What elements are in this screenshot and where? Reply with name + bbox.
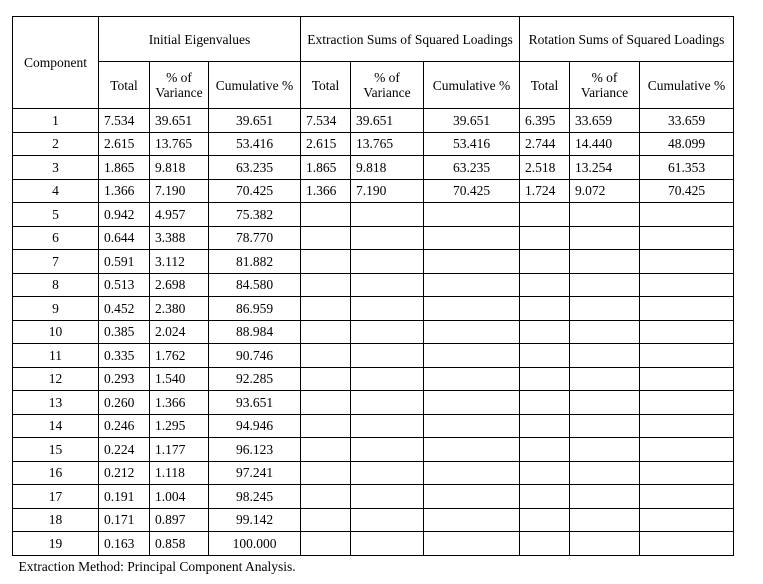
cell-initial-cumulative: 94.946 [209,414,301,438]
cell-initial-variance: 2.024 [150,320,209,344]
cell-rotation-variance [570,367,640,391]
cell-extraction-variance [351,320,424,344]
cell-initial-total: 0.163 [99,532,150,556]
cell-initial-cumulative: 98.245 [209,485,301,509]
cell-extraction-variance [351,344,424,368]
cell-initial-total: 0.644 [99,226,150,250]
cell-extraction-cumulative [424,226,520,250]
cell-rotation-total [520,320,570,344]
sub-header-total: Total [301,62,351,109]
cell-rotation-total: 2.518 [520,156,570,180]
cell-rotation-cumulative [640,226,734,250]
cell-extraction-cumulative [424,273,520,297]
cell-extraction-total [301,485,351,509]
cell-extraction-cumulative [424,508,520,532]
cell-extraction-cumulative [424,250,520,274]
cell-initial-total: 0.212 [99,461,150,485]
cell-component: 13 [13,391,99,415]
cell-initial-variance: 3.388 [150,226,209,250]
cell-extraction-variance: 39.651 [351,109,424,133]
cell-rotation-cumulative [640,414,734,438]
sub-header-variance: % of Variance [351,62,424,109]
cell-extraction-variance [351,508,424,532]
cell-component: 19 [13,532,99,556]
cell-rotation-variance [570,438,640,462]
cell-rotation-variance [570,391,640,415]
cell-rotation-variance [570,226,640,250]
sub-header-cumulative: Cumulative % [424,62,520,109]
cell-extraction-cumulative [424,461,520,485]
cell-rotation-total: 6.395 [520,109,570,133]
cell-initial-cumulative: 99.142 [209,508,301,532]
cell-initial-variance: 2.698 [150,273,209,297]
cell-extraction-total [301,297,351,321]
cell-extraction-total: 1.865 [301,156,351,180]
table-row [13,203,734,227]
cell-extraction-cumulative: 70.425 [424,179,520,203]
table-row [13,508,734,532]
cell-rotation-variance [570,414,640,438]
cell-extraction-variance [351,203,424,227]
cell-rotation-cumulative [640,203,734,227]
cell-extraction-variance [351,226,424,250]
cell-rotation-total [520,508,570,532]
sub-header-cumulative: Cumulative % [640,62,734,109]
table-row [13,367,734,391]
cell-extraction-cumulative [424,297,520,321]
cell-initial-total: 0.452 [99,297,150,321]
cell-rotation-variance: 9.072 [570,179,640,203]
sub-header-variance: % of Variance [570,62,640,109]
cell-extraction-cumulative [424,320,520,344]
table-row [13,438,734,462]
cell-rotation-cumulative [640,461,734,485]
cell-rotation-variance [570,273,640,297]
cell-rotation-total [520,344,570,368]
cell-rotation-variance [570,297,640,321]
cell-extraction-variance [351,438,424,462]
sub-header-variance: % of Variance [150,62,209,109]
cell-initial-cumulative: 63.235 [209,156,301,180]
cell-initial-cumulative: 39.651 [209,109,301,133]
cell-initial-cumulative: 70.425 [209,179,301,203]
cell-extraction-total [301,226,351,250]
cell-rotation-total [520,250,570,274]
table-row [13,485,734,509]
cell-component: 12 [13,367,99,391]
cell-component: 14 [13,414,99,438]
cell-component: 18 [13,508,99,532]
cell-initial-total: 0.260 [99,391,150,415]
table-row [13,156,734,180]
cell-extraction-total: 1.366 [301,179,351,203]
cell-rotation-cumulative: 61.353 [640,156,734,180]
cell-extraction-variance [351,391,424,415]
table-row [13,109,734,133]
cell-component: 1 [13,109,99,133]
cell-rotation-variance [570,532,640,556]
cell-component: 15 [13,438,99,462]
cell-initial-variance: 4.957 [150,203,209,227]
cell-rotation-cumulative [640,297,734,321]
cell-component: 8 [13,273,99,297]
cell-extraction-variance [351,461,424,485]
cell-initial-cumulative: 78.770 [209,226,301,250]
cell-rotation-variance [570,485,640,509]
cell-extraction-cumulative: 39.651 [424,109,520,133]
cell-extraction-total [301,391,351,415]
cell-extraction-variance [351,485,424,509]
cell-initial-cumulative: 88.984 [209,320,301,344]
cell-rotation-variance [570,203,640,227]
cell-initial-variance: 3.112 [150,250,209,274]
cell-rotation-cumulative [640,344,734,368]
cell-initial-total: 0.385 [99,320,150,344]
cell-initial-total: 1.366 [99,179,150,203]
cell-initial-cumulative: 97.241 [209,461,301,485]
cell-extraction-variance: 7.190 [351,179,424,203]
cell-initial-total: 0.171 [99,508,150,532]
cell-extraction-cumulative [424,485,520,509]
cell-initial-cumulative: 90.746 [209,344,301,368]
cell-initial-cumulative: 93.651 [209,391,301,415]
cell-extraction-cumulative: 53.416 [424,132,520,156]
cell-initial-cumulative: 96.123 [209,438,301,462]
cell-rotation-total [520,226,570,250]
cell-initial-variance: 0.858 [150,532,209,556]
cell-extraction-variance: 13.765 [351,132,424,156]
cell-extraction-total [301,414,351,438]
cell-rotation-cumulative [640,320,734,344]
cell-extraction-cumulative [424,203,520,227]
cell-rotation-variance [570,250,640,274]
cell-extraction-total [301,438,351,462]
cell-initial-cumulative: 75.382 [209,203,301,227]
cell-rotation-variance [570,344,640,368]
cell-rotation-total [520,367,570,391]
cell-extraction-cumulative: 63.235 [424,156,520,180]
cell-initial-total: 0.224 [99,438,150,462]
cell-component: 7 [13,250,99,274]
eigenvalue-table [12,16,734,578]
cell-extraction-total [301,250,351,274]
cell-component: 5 [13,203,99,227]
cell-component: 10 [13,320,99,344]
cell-initial-total: 0.191 [99,485,150,509]
sub-header-total: Total [99,62,150,109]
cell-rotation-cumulative [640,391,734,415]
cell-extraction-cumulative [424,438,520,462]
cell-initial-total: 0.513 [99,273,150,297]
cell-initial-total: 0.591 [99,250,150,274]
cell-extraction-variance: 9.818 [351,156,424,180]
footnote-row [13,555,734,578]
cell-initial-variance: 9.818 [150,156,209,180]
cell-rotation-variance: 13.254 [570,156,640,180]
cell-rotation-total: 2.744 [520,132,570,156]
cell-rotation-total [520,297,570,321]
cell-initial-variance: 1.004 [150,485,209,509]
cell-extraction-variance [351,532,424,556]
cell-initial-total: 0.246 [99,414,150,438]
cell-rotation-variance [570,320,640,344]
cell-initial-total: 0.293 [99,367,150,391]
cell-extraction-cumulative [424,532,520,556]
cell-initial-variance: 1.295 [150,414,209,438]
cell-initial-total: 2.615 [99,132,150,156]
table-row [13,532,734,556]
cell-initial-variance: 1.118 [150,461,209,485]
cell-rotation-total [520,273,570,297]
header-group-row [13,17,734,62]
cell-component: 3 [13,156,99,180]
cell-initial-variance: 1.540 [150,367,209,391]
cell-rotation-cumulative [640,367,734,391]
cell-extraction-total [301,273,351,297]
table-body [13,109,734,556]
cell-rotation-variance: 33.659 [570,109,640,133]
group-header-rotation: Rotation Sums of Squared Loadings [520,17,734,62]
cell-extraction-variance [351,414,424,438]
cell-component: 6 [13,226,99,250]
cell-rotation-total [520,391,570,415]
group-header-initial: Initial Eigenvalues [99,17,301,62]
cell-extraction-total [301,203,351,227]
cell-rotation-cumulative [640,485,734,509]
footnote: Extraction Method: Principal Component Analysis. [13,555,734,578]
cell-rotation-cumulative: 48.099 [640,132,734,156]
cell-initial-total: 7.534 [99,109,150,133]
cell-rotation-variance: 14.440 [570,132,640,156]
cell-rotation-cumulative: 70.425 [640,179,734,203]
cell-extraction-cumulative [424,391,520,415]
cell-initial-cumulative: 84.580 [209,273,301,297]
cell-component: 2 [13,132,99,156]
cell-extraction-total: 7.534 [301,109,351,133]
cell-extraction-total [301,461,351,485]
cell-initial-variance: 39.651 [150,109,209,133]
cell-initial-cumulative: 53.416 [209,132,301,156]
cell-initial-total: 0.335 [99,344,150,368]
cell-extraction-total [301,508,351,532]
eigenvalue-table-wrapper [12,16,734,578]
cell-extraction-variance [351,367,424,391]
cell-extraction-cumulative [424,344,520,368]
cell-component: 16 [13,461,99,485]
table-row [13,250,734,274]
cell-initial-cumulative: 81.882 [209,250,301,274]
sub-header-total: Total [520,62,570,109]
cell-rotation-cumulative [640,508,734,532]
sub-header-cumulative: Cumulative % [209,62,301,109]
table-row [13,320,734,344]
cell-extraction-cumulative [424,367,520,391]
cell-rotation-total [520,532,570,556]
cell-extraction-total [301,532,351,556]
cell-initial-total: 0.942 [99,203,150,227]
group-header-extraction: Extraction Sums of Squared Loadings [301,17,520,62]
table-row [13,132,734,156]
cell-initial-variance: 1.366 [150,391,209,415]
cell-rotation-cumulative [640,532,734,556]
cell-extraction-total [301,344,351,368]
table-row [13,297,734,321]
cell-initial-total: 1.865 [99,156,150,180]
table-row [13,461,734,485]
header-sub-row [13,62,734,109]
cell-component: 17 [13,485,99,509]
table-row [13,414,734,438]
table-row [13,273,734,297]
table-row [13,344,734,368]
cell-extraction-variance [351,273,424,297]
cell-initial-variance: 2.380 [150,297,209,321]
cell-extraction-total [301,367,351,391]
cell-rotation-total [520,203,570,227]
cell-initial-variance: 7.190 [150,179,209,203]
cell-initial-variance: 13.765 [150,132,209,156]
cell-rotation-cumulative [640,438,734,462]
component-header: Component [13,17,99,109]
cell-extraction-total: 2.615 [301,132,351,156]
table-header [13,17,734,109]
table-footer [13,555,734,578]
cell-initial-cumulative: 100.000 [209,532,301,556]
table-row [13,391,734,415]
cell-rotation-variance [570,508,640,532]
cell-extraction-total [301,320,351,344]
cell-extraction-variance [351,250,424,274]
cell-extraction-variance [351,297,424,321]
cell-extraction-cumulative [424,414,520,438]
cell-rotation-total [520,461,570,485]
cell-rotation-total [520,485,570,509]
cell-initial-cumulative: 86.959 [209,297,301,321]
cell-initial-variance: 0.897 [150,508,209,532]
cell-rotation-total [520,414,570,438]
cell-initial-variance: 1.177 [150,438,209,462]
cell-rotation-cumulative: 33.659 [640,109,734,133]
cell-initial-variance: 1.762 [150,344,209,368]
table-row [13,226,734,250]
cell-rotation-cumulative [640,250,734,274]
cell-rotation-total: 1.724 [520,179,570,203]
cell-component: 9 [13,297,99,321]
cell-initial-cumulative: 92.285 [209,367,301,391]
cell-rotation-cumulative [640,273,734,297]
cell-component: 4 [13,179,99,203]
cell-rotation-total [520,438,570,462]
cell-component: 11 [13,344,99,368]
table-row [13,179,734,203]
cell-rotation-variance [570,461,640,485]
